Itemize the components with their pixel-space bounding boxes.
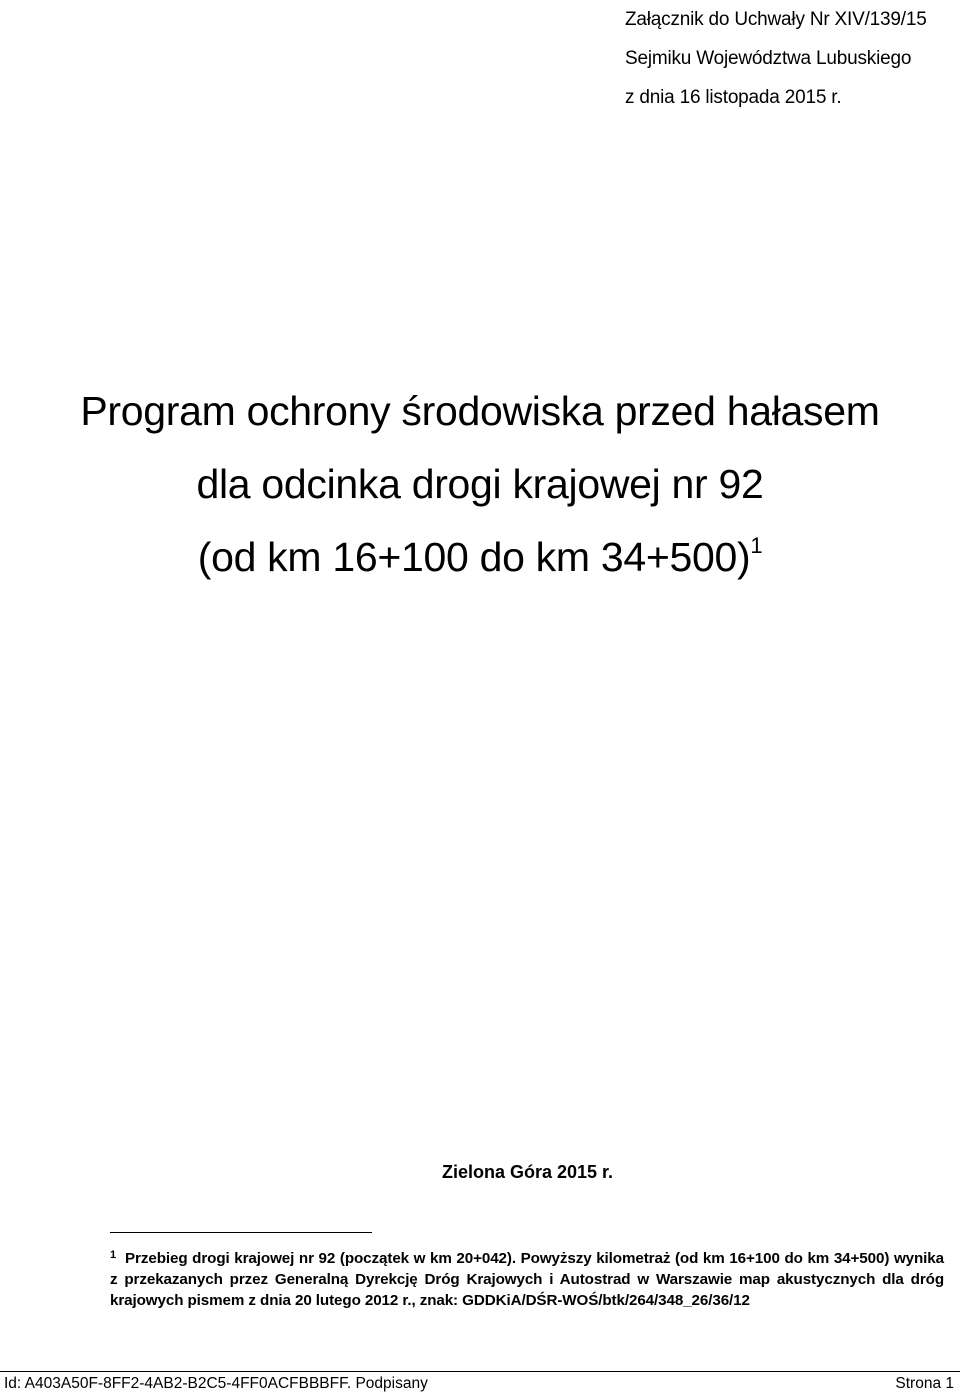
attachment-header bbox=[625, 0, 955, 117]
header-line-3: z dnia 16 listopada 2015 r. bbox=[625, 87, 842, 108]
footnote-text: Przebieg drogi krajowej nr 92 (początek w km 20+042). Powyższy kilometraż (od km 16+100 do km 34+500) wynika z przekazanych przez Generalną Dyrekcję Dróg Krajowych i Autostrad w Warszawie map akustycznych dla dróg krajowych pismem z dnia 20 lutego 2012 r., znak: GDDKiA/DŚR-WOŚ/btk/264/348_26/36/12 bbox=[110, 1250, 944, 1309]
footnote-separator bbox=[110, 1232, 372, 1233]
document-title bbox=[40, 375, 920, 594]
footnote bbox=[110, 1248, 944, 1311]
title-line-2: dla odcinka drogi krajowej nr 92 bbox=[196, 461, 764, 507]
footer-separator bbox=[0, 1371, 960, 1372]
footnote-mark: 1 bbox=[110, 1249, 117, 1261]
title-line-3 bbox=[40, 521, 920, 594]
title-line-3-text: (od km 16+100 do km 34+500) bbox=[197, 534, 751, 580]
place-and-date: Zielona Góra 2015 r. bbox=[441, 1162, 614, 1182]
header-line-2: Sejmiku Województwa Lubuskiego bbox=[625, 48, 912, 69]
page-number-footer: Strona 1 bbox=[895, 1375, 954, 1392]
header-line-1: Załącznik do Uchwały Nr XIV/139/15 bbox=[625, 9, 927, 30]
title-footnote-mark: 1 bbox=[750, 533, 763, 558]
document-id-footer: Id: A403A50F-8FF2-4AB2-B2C5-4FF0ACFBBBFF. Podpisany bbox=[4, 1375, 428, 1392]
title-line-1: Program ochrony środowiska przed hałasem bbox=[80, 388, 880, 434]
